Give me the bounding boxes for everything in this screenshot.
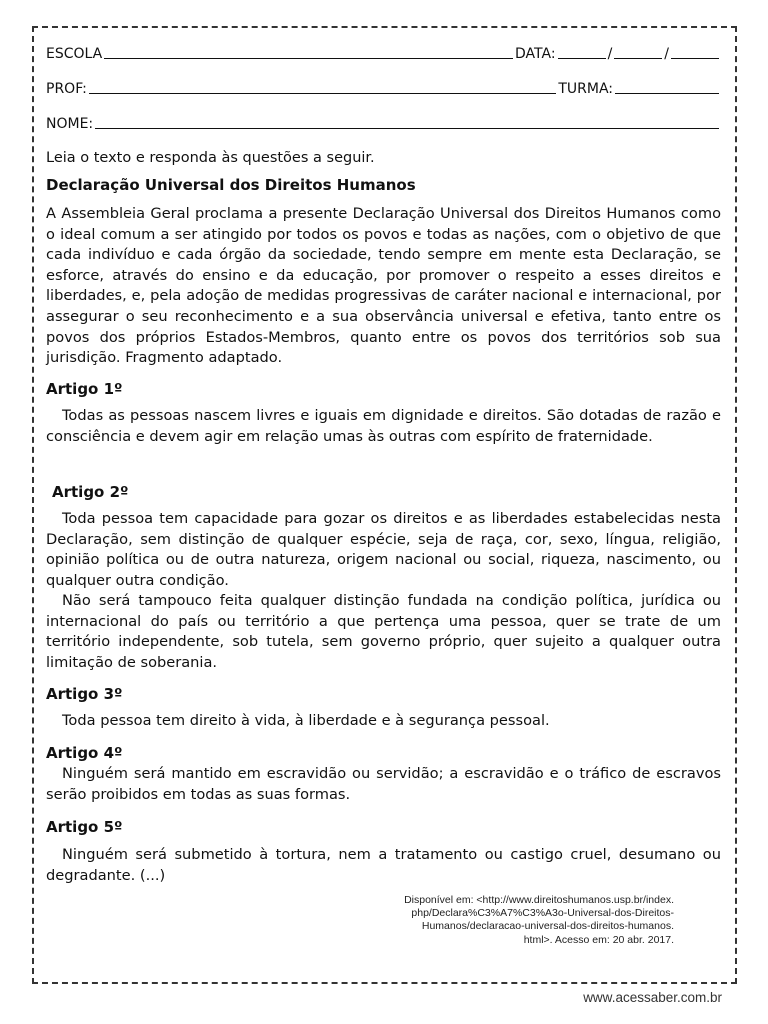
- data-label: DATA:: [515, 46, 556, 62]
- source-line: Humanos/declaracao-universal-dos-direitos-humanos.: [421, 920, 674, 933]
- instructions: Leia o texto e responda às questões a seguir.: [46, 150, 375, 166]
- source-citation: [340, 894, 674, 947]
- article-3-heading: Artigo 3º: [46, 685, 123, 703]
- article-3-text: Toda pessoa tem direito à vida, à liberdade e à segurança pessoal.: [62, 712, 550, 729]
- worksheet-border: [32, 26, 737, 984]
- turma-label: TURMA:: [558, 81, 613, 97]
- prof-label: PROF:: [46, 81, 87, 97]
- article-1-heading: Artigo 1º: [46, 380, 123, 398]
- source-line: Disponível em: <http://www.direitoshumanos.usp.br/index.: [404, 894, 674, 906]
- article-2-text-1: Toda pessoa tem capacidade para gozar os direitos e as liberdades estabelecidas nesta Declaração, sem distinção de qualquer espécie, seja de raça, cor, sexo, língua, religião, opinião política ou de outra natureza, origem nacional ou social, riqueza, nascimento, ou qualquer outra condição.: [46, 510, 721, 589]
- header-row-prof: [46, 75, 721, 97]
- text-title: Declaração Universal dos Direitos Humanos: [46, 176, 416, 194]
- header-row-escola: [46, 40, 721, 62]
- preamble-paragraph: A Assembleia Geral proclama a presente Declaração Universal dos Direitos Humanos como o ideal comum a ser atingido por todos os povos e todas as nações, com o objetivo de que cada indivíduo e cada órgão da sociedade, tendo sempre em mente esta Declaração, se esforce, através do ensino e da educação, por promover o respeito a esses direitos e liberdades, e, pela adoção de medidas progressivas de caráter nacional e internacional, por assegurar o seu reconhecimento e a sua observância universal e efetiva, tanto entre os povos dos próprios Estados-Membros, quanto entre os povos dos territórios sob sua jurisdição. Fragmento adaptado.: [46, 205, 721, 367]
- prof-field[interactable]: [89, 78, 556, 94]
- article-2-text-2: Não será tampouco feita qualquer distinção fundada na condição política, jurídica ou internacional do país ou território a que pertença uma pessoa, quer se trate de um território independente, sob tutela, sem governo próprio, quer sujeito a qualquer outra limitação de soberania.: [46, 592, 721, 671]
- escola-label: ESCOLA: [46, 46, 103, 62]
- date-month-field[interactable]: [614, 43, 662, 59]
- header-row-nome: [46, 110, 721, 132]
- turma-field[interactable]: [615, 78, 719, 94]
- article-2-heading: Artigo 2º: [52, 483, 129, 501]
- website-footer: www.acessaber.com.br: [583, 990, 722, 1005]
- source-line: html>. Acesso em: 20 abr. 2017.: [523, 933, 674, 946]
- article-4-heading: Artigo 4º: [46, 744, 123, 762]
- date-year-field[interactable]: [671, 43, 719, 59]
- article-4-text: Ninguém será mantido em escravidão ou servidão; a escravidão e o tráfico de escravos serão proibidos em todas as suas formas.: [46, 765, 721, 803]
- escola-field[interactable]: [104, 43, 513, 59]
- nome-field[interactable]: [95, 113, 719, 129]
- date-day-field[interactable]: [558, 43, 606, 59]
- source-line: php/Declara%C3%A7%C3%A3o-Universal-dos-Direitos-: [411, 907, 674, 920]
- article-5-heading: Artigo 5º: [46, 818, 123, 836]
- article-1-text: Todas as pessoas nascem livres e iguais em dignidade e direitos. São dotadas de razão e consciência e devem agir em relação umas às outras com espírito de fraternidade.: [46, 407, 721, 445]
- date-separator: /: [664, 46, 669, 62]
- date-separator: /: [607, 46, 613, 62]
- article-5-text: Ninguém será submetido à tortura, nem a tratamento ou castigo cruel, desumano ou degradante. (...): [46, 846, 721, 884]
- nome-label: NOME:: [46, 116, 94, 132]
